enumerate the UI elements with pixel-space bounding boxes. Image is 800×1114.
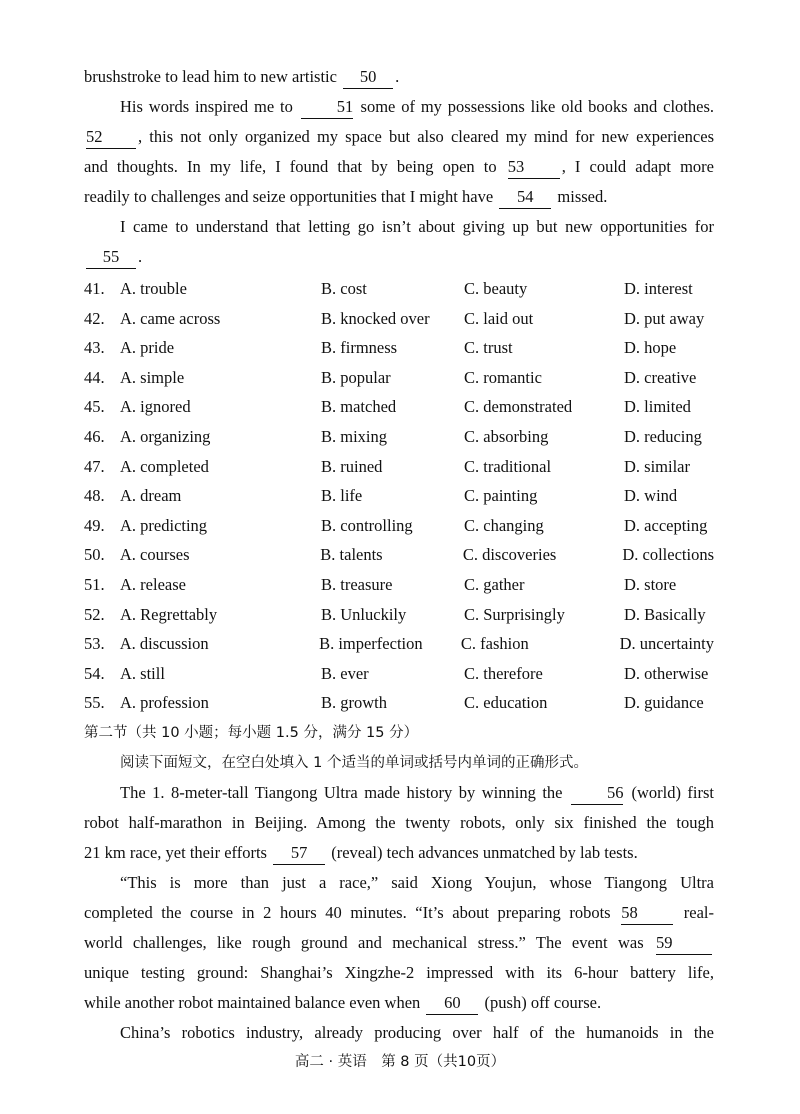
text: and thoughts. In my life, I found that by being open to — [84, 157, 497, 176]
question-number: 46. — [84, 426, 105, 446]
text: unique testing ground: Shanghai’s Xingzhe-2 impressed with its 6-hour battery life, — [84, 962, 714, 982]
option-b: B. ruined — [321, 456, 383, 476]
option-d: D. hope — [624, 338, 677, 358]
question-number: 55. — [84, 693, 105, 713]
text: . — [395, 67, 400, 86]
text: 21 km race, yet their efforts — [84, 842, 267, 862]
passage1-line — [84, 212, 714, 242]
passage1-line — [84, 242, 714, 272]
question-row — [84, 659, 714, 689]
option-b: B. talents — [320, 545, 383, 565]
option-a: A. predicting — [120, 515, 208, 535]
option-b: B. knocked over — [321, 308, 430, 328]
options-list — [84, 274, 714, 718]
option-d: D. similar — [624, 456, 690, 476]
passage2-line — [84, 838, 714, 868]
question-number: 49. — [84, 515, 105, 535]
text: (reveal) tech advances unmatched by lab tests. — [331, 842, 638, 862]
passage2-line — [84, 868, 714, 898]
option-b: B. growth — [321, 693, 387, 713]
option-c: C. discoveries — [462, 545, 557, 565]
option-a: A. discussion — [119, 634, 209, 654]
blank-58: 58 — [621, 902, 673, 925]
text: , this not only organized my space but also cleared my mind for new experiences — [138, 127, 714, 146]
passage1-line — [84, 62, 714, 92]
blank-56: 56 — [571, 782, 623, 805]
text: . — [138, 247, 143, 266]
option-b: B. mixing — [321, 426, 388, 446]
option-b: B. matched — [321, 397, 397, 417]
question-number: 54. — [84, 663, 105, 683]
text: readily to challenges and seize opportunities that I might have — [84, 187, 494, 206]
text: real- — [683, 902, 715, 922]
question-number: 45. — [84, 397, 105, 417]
question-row — [84, 274, 714, 304]
passage1-line — [84, 152, 714, 182]
text: The 1. 8-meter-tall Tiangong Ultra made history by winning the — [120, 782, 563, 802]
option-d: D. creative — [624, 367, 697, 387]
option-a: A. pride — [120, 338, 175, 358]
option-d: D. Basically — [624, 604, 706, 624]
text: , I could adapt more — [561, 157, 715, 176]
question-row — [84, 363, 714, 393]
option-d: D. store — [624, 574, 677, 594]
option-a: A. ignored — [120, 397, 191, 417]
text: (world) first — [631, 782, 714, 802]
option-a: A. release — [120, 574, 186, 594]
passage2-line — [84, 1018, 714, 1048]
text: China’s robotics industry, already producing over half of the humanoids in the — [120, 1022, 714, 1042]
text: (push) off course. — [484, 992, 602, 1012]
option-b: B. imperfection — [319, 634, 423, 654]
option-a: A. organizing — [120, 426, 211, 446]
option-a: A. courses — [119, 545, 190, 565]
question-row — [84, 422, 714, 452]
option-c: C. romantic — [464, 367, 542, 387]
option-a: A. came across — [120, 308, 221, 328]
page-footer: 高二 · 英语 第 8 页（共10页） — [294, 1054, 506, 1070]
option-a: A. still — [120, 663, 165, 683]
blank-51: 51 — [301, 96, 353, 119]
text: brushstroke to lead him to new artistic — [84, 67, 337, 86]
question-number: 48. — [84, 486, 105, 506]
passage1-line — [84, 92, 714, 122]
text: missed. — [557, 187, 608, 206]
option-b: B. popular — [321, 367, 391, 387]
option-d: D. collections — [622, 545, 715, 565]
question-number: 51. — [84, 574, 105, 594]
question-row — [84, 511, 714, 541]
option-c: C. traditional — [464, 456, 552, 476]
option-c: C. education — [464, 693, 548, 713]
option-a: A. dream — [120, 486, 182, 506]
option-c: C. painting — [464, 486, 538, 506]
option-d: D. accepting — [624, 515, 708, 535]
option-c: C. fashion — [460, 634, 529, 654]
question-row — [84, 688, 714, 718]
option-d: D. interest — [624, 279, 693, 298]
question-row — [84, 570, 714, 600]
passage1-line — [84, 182, 714, 212]
option-b: B. life — [321, 486, 363, 506]
text: while another robot maintained balance even when — [84, 992, 421, 1012]
option-b: B. controlling — [321, 515, 413, 535]
text: completed the course in 2 hours 40 minutes. “It’s about preparing robots — [84, 902, 611, 922]
text: some of my possessions like old books and clothes. — [360, 97, 714, 116]
option-c: C. trust — [464, 338, 513, 358]
option-d: D. wind — [624, 486, 678, 506]
question-number: 42. — [84, 308, 105, 328]
option-d: D. put away — [624, 308, 705, 328]
option-d: D. uncertainty — [619, 634, 714, 654]
text: robot half-marathon in Beijing. Among the twenty robots, only six finished the tough — [84, 812, 714, 832]
question-number: 41. — [84, 279, 105, 298]
question-number: 53. — [84, 634, 105, 654]
question-row — [84, 540, 714, 570]
option-c: C. Surprisingly — [464, 604, 565, 624]
exam-page — [84, 62, 714, 1048]
passage2-line — [84, 988, 714, 1018]
question-number: 43. — [84, 338, 105, 358]
question-number: 52. — [84, 604, 105, 624]
text: I came to understand that letting go isn’t about giving up but new opportunities for — [120, 217, 714, 236]
option-b: B. ever — [321, 663, 369, 683]
section2-heading: 第二节（共 10 小题；每小题 1.5 分，满分 15 分） — [84, 724, 419, 741]
blank-50: 50 — [343, 66, 393, 89]
option-d: D. limited — [624, 397, 691, 417]
passage2-line — [84, 928, 714, 958]
option-b: B. Unluckily — [321, 604, 407, 624]
option-d: D. guidance — [624, 693, 704, 713]
option-b: B. treasure — [321, 574, 393, 594]
passage2-line — [84, 958, 714, 988]
question-row — [84, 452, 714, 482]
option-c: C. demonstrated — [464, 397, 573, 417]
text: world challenges, like rough ground and mechanical stress.” The event was — [84, 932, 644, 952]
question-row — [84, 392, 714, 422]
blank-54: 54 — [499, 186, 551, 209]
question-row — [84, 481, 714, 511]
blank-55: 55 — [86, 246, 136, 269]
option-c: C. beauty — [464, 279, 528, 298]
passage2-line — [84, 898, 714, 928]
question-number: 47. — [84, 456, 105, 476]
question-row — [84, 600, 714, 630]
option-c: C. therefore — [464, 663, 543, 683]
blank-59: 59 — [656, 932, 712, 955]
option-c: C. gather — [464, 574, 525, 594]
option-d: D. otherwise — [624, 663, 709, 683]
option-a: A. completed — [120, 456, 209, 476]
text: His words inspired me to — [120, 97, 293, 116]
option-a: A. simple — [120, 367, 185, 387]
text: “This is more than just a race,” said Xiong Youjun, whose Tiangong Ultra — [120, 872, 714, 892]
option-d: D. reducing — [624, 426, 702, 446]
option-a: A. Regrettably — [120, 604, 218, 624]
option-a: A. profession — [120, 693, 209, 713]
question-row — [84, 629, 714, 659]
passage2-line — [84, 778, 714, 808]
blank-60: 60 — [426, 992, 478, 1015]
blank-53: 53 — [508, 156, 560, 179]
option-c: C. changing — [464, 515, 544, 535]
blank-52: 52 — [86, 126, 136, 149]
option-c: C. laid out — [464, 308, 534, 328]
option-b: B. firmness — [321, 338, 398, 358]
option-b: B. cost — [321, 279, 367, 298]
option-c: C. absorbing — [464, 426, 549, 446]
passage2-line — [84, 808, 714, 838]
question-row — [84, 304, 714, 334]
question-number: 50. — [84, 545, 105, 565]
question-row — [84, 333, 714, 363]
question-number: 44. — [84, 367, 105, 387]
section2-instruction: 阅读下面短文，在空白处填入 1 个适当的单词或括号内单词的正确形式。 — [120, 754, 588, 771]
option-a: A. trouble — [120, 279, 187, 298]
blank-57: 57 — [273, 842, 325, 865]
passage1-line — [84, 122, 714, 152]
